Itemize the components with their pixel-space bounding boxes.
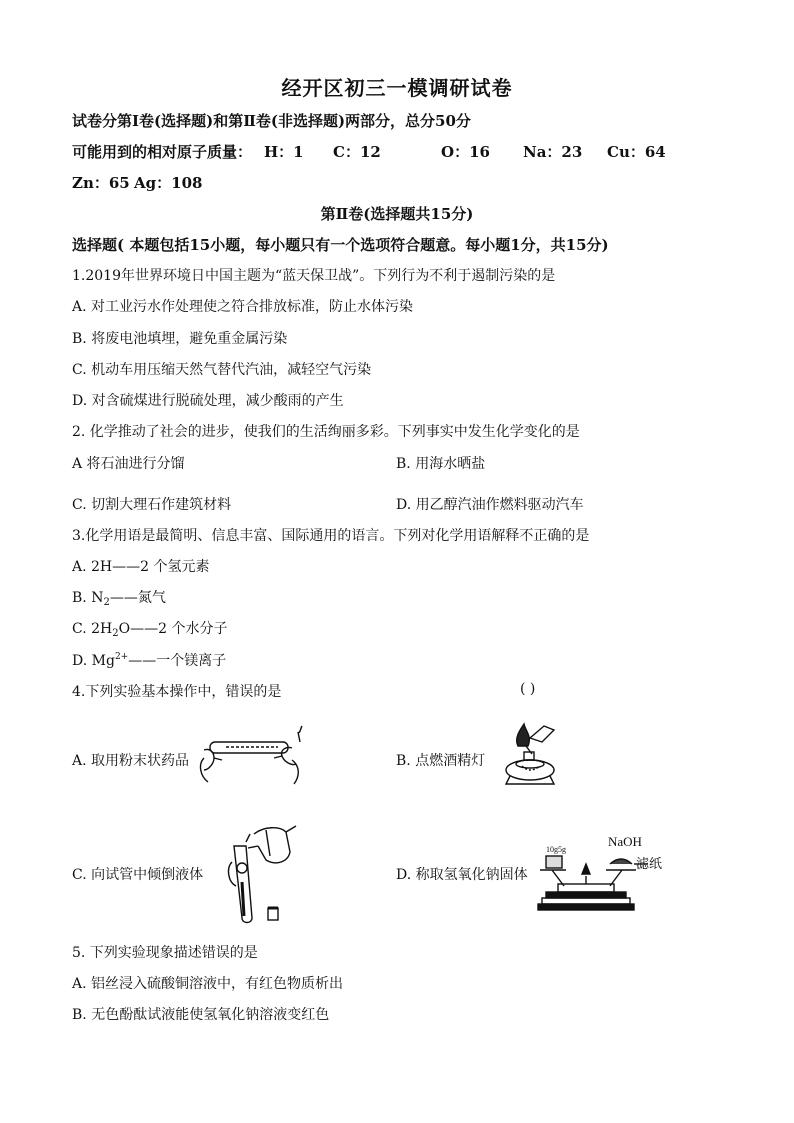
- q3-c-subscript: 2: [112, 628, 119, 639]
- q3-d-text: D. Mg: [72, 653, 115, 669]
- q3-c-meaning: O——2 个水分子: [118, 621, 228, 637]
- mass-zn: Zn：65: [72, 174, 130, 192]
- balance-figure: [536, 834, 666, 920]
- mass-h: H：1: [264, 143, 304, 161]
- q4-option-b: B. 点燃酒精灯: [396, 753, 486, 769]
- q3-option-d: [72, 650, 226, 670]
- q3-c-text: C. 2H: [72, 621, 113, 637]
- page-title: 经开区初三一模调研试卷: [281, 76, 513, 100]
- q4-stem: 4.下列实验基本操作中，错误的是: [72, 684, 282, 700]
- section-title: 第Ⅱ卷(选择题共15分): [320, 205, 474, 223]
- q1-option-d: D. 对含硫煤进行脱硫处理，减少酸雨的产生: [72, 393, 344, 409]
- q5-option-b: B. 无色酚酞试液能使氢氧化钠溶液变红色: [72, 1007, 330, 1023]
- q5-option-a: A. 铝丝浸入硫酸铜溶液中，有红色物质析出: [72, 976, 344, 992]
- q1-option-b: B. 将废电池填埋，避免重金属污染: [72, 331, 288, 347]
- mass-o: O：16: [441, 143, 490, 161]
- q3-b-meaning: ——氮气: [109, 590, 166, 606]
- q2-option-c: C. 切割大理石作建筑材料: [72, 497, 232, 513]
- q3-b-subscript: 2: [103, 597, 110, 608]
- powder-transfer-figure: [196, 720, 308, 786]
- q3-option-b: [72, 587, 166, 608]
- alcohol-lamp-figure: [496, 720, 566, 788]
- filter-paper-label: 滤纸: [636, 856, 663, 871]
- q3-option-c: [72, 618, 227, 639]
- pour-liquid-figure: [206, 822, 298, 926]
- q4-option-c: C. 向试管中倾倒液体: [72, 867, 204, 883]
- q2-stem: 2. 化学推动了社会的进步，使我们的生活绚丽多彩。下列事实中发生化学变化的是: [72, 424, 580, 440]
- q4-option-a: A. 取用粉末状药品: [72, 753, 190, 769]
- q3-d-meaning: ——一个镁离子: [128, 653, 227, 669]
- mass-c: C：12: [333, 143, 381, 161]
- q3-stem: 3.化学用语是最简明、信息丰富、国际通用的语言。下列对化学用语解释不正确的是: [72, 528, 590, 544]
- q2-option-d: D. 用乙醇汽油作燃料驱动汽车: [396, 497, 584, 513]
- section-instruction: 选择题( 本题包括15小题，每小题只有一个选项符合题意。每小题1分，共15分): [72, 236, 609, 254]
- mass-ag: Ag：108: [134, 174, 203, 192]
- exam-intro: 试卷分第Ⅰ卷(选择题)和第Ⅱ卷(非选择题)两部分，总分50分: [72, 112, 471, 130]
- mass-na: Na：23: [523, 143, 583, 161]
- atomic-mass-label: 可能用到的相对原子质量：: [72, 143, 253, 161]
- q1-option-a: A. 对工业污水作处理使之符合排放标准，防止水体污染: [72, 299, 414, 315]
- q3-d-superscript: 2+: [114, 652, 129, 662]
- weights-label: 10g5g: [546, 845, 566, 854]
- q1-stem: 1.2019年世界环境日中国主题为“蓝天保卫战”。下列行为不利于遏制污染的是: [72, 268, 556, 284]
- q2-option-b: B. 用海水晒盐: [396, 456, 486, 472]
- answer-bracket: ( ): [520, 681, 536, 697]
- q3-b-text: B. N: [72, 590, 104, 606]
- naoh-label: NaOH: [608, 834, 642, 849]
- q1-option-c: C. 机动车用压缩天然气替代汽油，减轻空气污染: [72, 362, 372, 378]
- q2-option-a: A 将石油进行分馏: [72, 456, 185, 472]
- q3-option-a: A. 2H——2 个氢元素: [72, 559, 210, 575]
- q4-option-d: D. 称取氢氧化钠固体: [396, 867, 528, 883]
- mass-cu: Cu：64: [607, 143, 666, 161]
- q5-stem: 5. 下列实验现象描述错误的是: [72, 945, 258, 961]
